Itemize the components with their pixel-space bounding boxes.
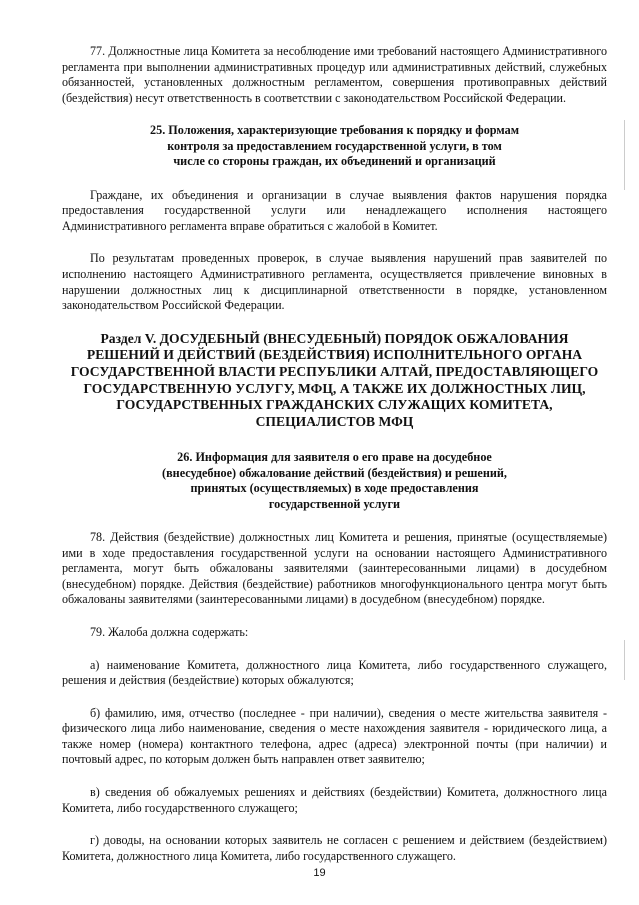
- heading-26: [62, 450, 607, 512]
- scan-edge-mark: [624, 640, 625, 680]
- paragraph-79-v: в) сведения об обжалуемых решениях и действиях (бездействии) Комитета, должностного лица Комитета, либо государственного служащего;: [62, 785, 607, 815]
- heading-25-line-2: контроля за предоставлением государственной услуги, в том: [167, 138, 502, 153]
- scan-edge-mark: [624, 120, 625, 190]
- heading-25-line-3: числе со стороны граждан, их объединений и организаций: [173, 154, 496, 169]
- paragraph-79-a: а) наименование Комитета, должностного лица Комитета, либо государственного служащего, решения и действия (бездействие) которых обжалуются;: [62, 657, 607, 688]
- paragraph-citizens: Граждане, их объединения и организации в случае выявления фактов нарушения порядка предоставления государственной услуги или ненадлежащего исполнения настоящего Административного регламента вправе обратиться с жалобой в Комитет.: [62, 187, 607, 233]
- section-5-line-2: РЕШЕНИЙ И ДЕЙСТВИЙ (БЕЗДЕЙСТВИЯ) ИСПОЛНИТЕЛЬНОГО ОРГАНА: [86, 347, 583, 363]
- heading-25: [62, 123, 607, 169]
- heading-26-line-2: (внесудебное) обжалование действий (бездействия) и решений,: [162, 465, 507, 480]
- paragraph-79-g: г) доводы, на основании которых заявитель не согласен с решением и действием (бездействием) Комитета, должностного лица Комитета, либо государственного служащего.: [62, 833, 607, 863]
- paragraph-results: По результатам проведенных проверок, в случае выявления нарушений прав заявителей по исполнению настоящего Административного регламента, осуществляется привлечение виновных в нарушении должностных лиц к дисциплинарной ответственности в порядке, установленном законодательством Российской Федерации.: [62, 251, 607, 313]
- section-5-line-5: ГОСУДАРСТВЕННЫХ ГРАЖДАНСКИХ СЛУЖАЩИХ КОМИТЕТА,: [116, 397, 553, 413]
- document-page: [62, 44, 607, 881]
- section-5-line-1: Раздел V. ДОСУДЕБНЫЙ (ВНЕСУДЕБНЫЙ) ПОРЯДОК ОБЖАЛОВАНИЯ: [100, 330, 569, 346]
- section-5-line-3: ГОСУДАРСТВЕННОЙ ВЛАСТИ РЕСПУБЛИКИ АЛТАЙ, ПРЕДОСТАВЛЯЮЩЕГО: [70, 363, 599, 379]
- paragraph-79-b: б) фамилию, имя, отчество (последнее - при наличии), сведения о месте жительства заявителя - физического лица либо наименование, сведения о месте нахождения заявителя - юридического лица, а также номер (номера) контактного телефона, адрес (адреса) электронной почты (при наличии) и почтовый адрес, по которым должен быть направлен ответ заявителю;: [62, 705, 607, 767]
- heading-25-line-1: 25. Положения, характеризующие требования к порядку и формам: [150, 123, 519, 138]
- section-5-heading: [62, 331, 607, 431]
- section-5-line-4: ГОСУДАРСТВЕННУЮ УСЛУГУ, МФЦ, А ТАКЖЕ ИХ ДОЛЖНОСТНЫХ ЛИЦ,: [83, 380, 586, 396]
- paragraph-78: 78. Действия (бездействие) должностных лиц Комитета и решения, принятые (осуществляемые) ими в ходе предоставления государственной услуги на основании настоящего Административного регламента, могут быть обжалованы заявителями (заинтересованными лицами) в досудебном (внесудебном) порядке. Действия (бездействие) работников многофункционального центра могут быть обжалованы заявителями (заинтересованными лицами) в досудебном (внесудебном) порядке.: [62, 529, 607, 607]
- section-5-line-6: СПЕЦИАЛИСТОВ МФЦ: [255, 413, 414, 429]
- heading-26-line-1: 26. Информация для заявителя о его праве на досудебное: [177, 450, 492, 465]
- page-number: 19: [313, 867, 326, 879]
- heading-26-line-4: государственной услуги: [268, 496, 401, 511]
- heading-26-line-3: принятых (осуществляемых) в ходе предоставления: [190, 481, 479, 496]
- paragraph-79: 79. Жалоба должна содержать:: [90, 624, 249, 639]
- paragraph-77: 77. Должностные лица Комитета за несоблюдение ими требований настоящего Административного регламента при выполнении административных процедур или административных действий, служебных обязанностей, установленных должностным регламентом, совершения противоправных действий (бездействия) несут ответственность в соответствии с законодательством Российской Федерации.: [62, 44, 607, 105]
